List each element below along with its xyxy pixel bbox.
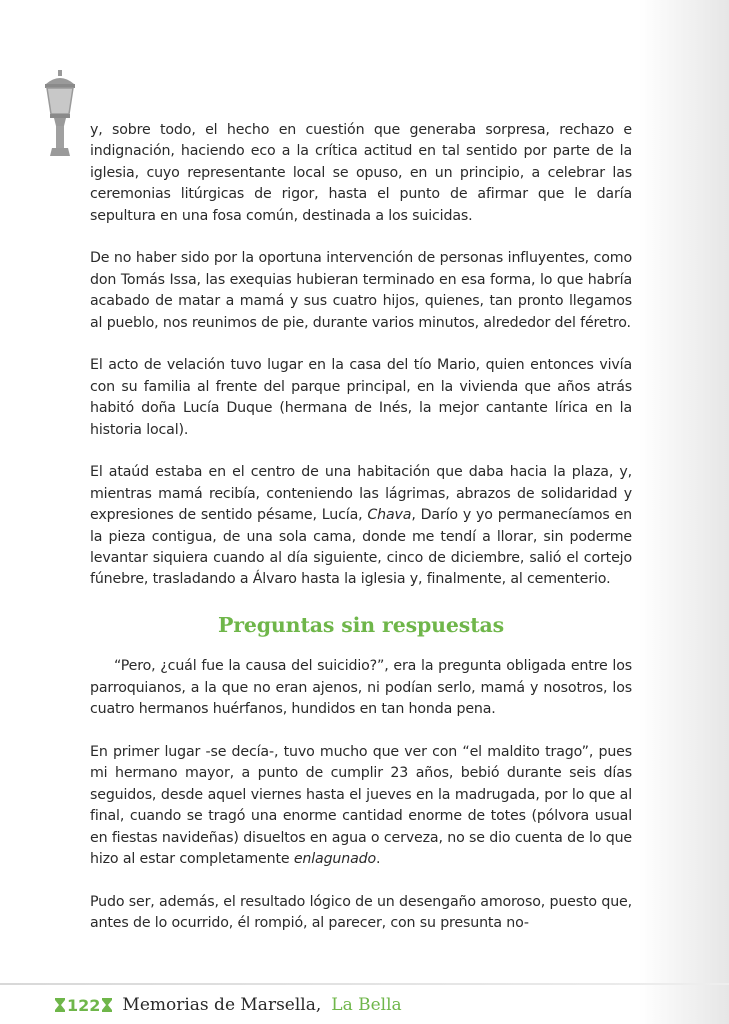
italic-name: Chava: [367, 507, 412, 524]
street-lamp-icon: [40, 70, 80, 156]
page-number-block: [55, 996, 112, 1015]
paragraph: “Pero, ¿cuál fue la causa del suicidio?”, era la pregunta obligada entre los parroquianos, a la que no eran ajenos, ni podían serlo, mamá y nosotros, los cuatro hermanos huérfanos, hundidos en tan honda pena.: [90, 658, 632, 718]
body-text: [90, 120, 632, 956]
page-footer: [55, 992, 402, 1018]
hourglass-ornament-icon: [102, 998, 112, 1012]
book-title: Memorias de Marsella,: [122, 995, 322, 1015]
page-edge-shadow: [639, 0, 729, 1024]
paragraph: En primer lugar -se decía-, tuvo mucho que ver con “el maldito trago”, pues mi hermano mayor, a punto de cumplir 23 años, bebió durante seis días seguidos, desde aquel viernes hasta el jueves en la madrugada, por lo que al final, cuando se tragó una enorme cantidad enorme de totes (pólvora usual en fiestas navideñas) disueltos en agua o cerveza, no se dio cuenta de lo que hizo al estar completamente enlagunado.: [90, 743, 632, 867]
hourglass-ornament-icon: [55, 998, 65, 1012]
paragraph: El acto de velación tuvo lugar en la casa del tío Mario, quien entonces vivía con su familia al frente del parque principal, en la vivienda que años atrás habitó doña Lucía Duque (hermana de Inés, la mejor cantante lírica en la historia local).: [90, 357, 632, 438]
paragraph: El ataúd estaba en el centro de una habitación que daba hacia la plaza, y, mientras mamá recibía, conteniendo las lágrimas, abrazos de solidaridad y expresiones de sentido pésame, Lucía, Chava, Darío y yo permanecíamos en la pieza contigua, de una sola cama, donde me tendí a llorar, sin poderme levantar siquiera cuando al día siguiente, cinco de diciembre, salió el cortejo fúnebre, trasladando a Álvaro hasta la iglesia y, finalmente, al cementerio.: [90, 464, 632, 588]
section-heading: Preguntas sin respuestas: [217, 613, 505, 638]
page-number: 122: [67, 995, 101, 1015]
paragraph: Pudo ser, además, el resultado lógico de un desengaño amoroso, puesto que, antes de lo ocurrido, él rompió, al parecer, con su presunta no-: [90, 893, 632, 932]
paragraph: De no haber sido por la oportuna intervención de personas influyentes, como don Tomás Issa, las exequias hubieran terminado en esa forma, lo que habría acabado de matar a mamá y sus cuatro hijos, quienes, tan pronto llegamos al pueblo, nos reunimos de pie, durante varios minutos, alrededor del féretro.: [90, 250, 632, 331]
book-subtitle: La Bella: [331, 995, 402, 1015]
paragraph: y, sobre todo, el hecho en cuestión que generaba sorpresa, rechazo e indignación, haciendo eco a la crítica actitud en tal sentido por parte de la iglesia, cuyo representante local se opuso, en un principio, a celebrar las ceremonias litúrgicas de rigor, hasta el punto de afirmar que le daría sepultura en una fosa común, destinada a los suicidas.: [90, 122, 632, 224]
italic-word: enlagunado: [293, 850, 377, 867]
footer-divider: [0, 983, 729, 985]
